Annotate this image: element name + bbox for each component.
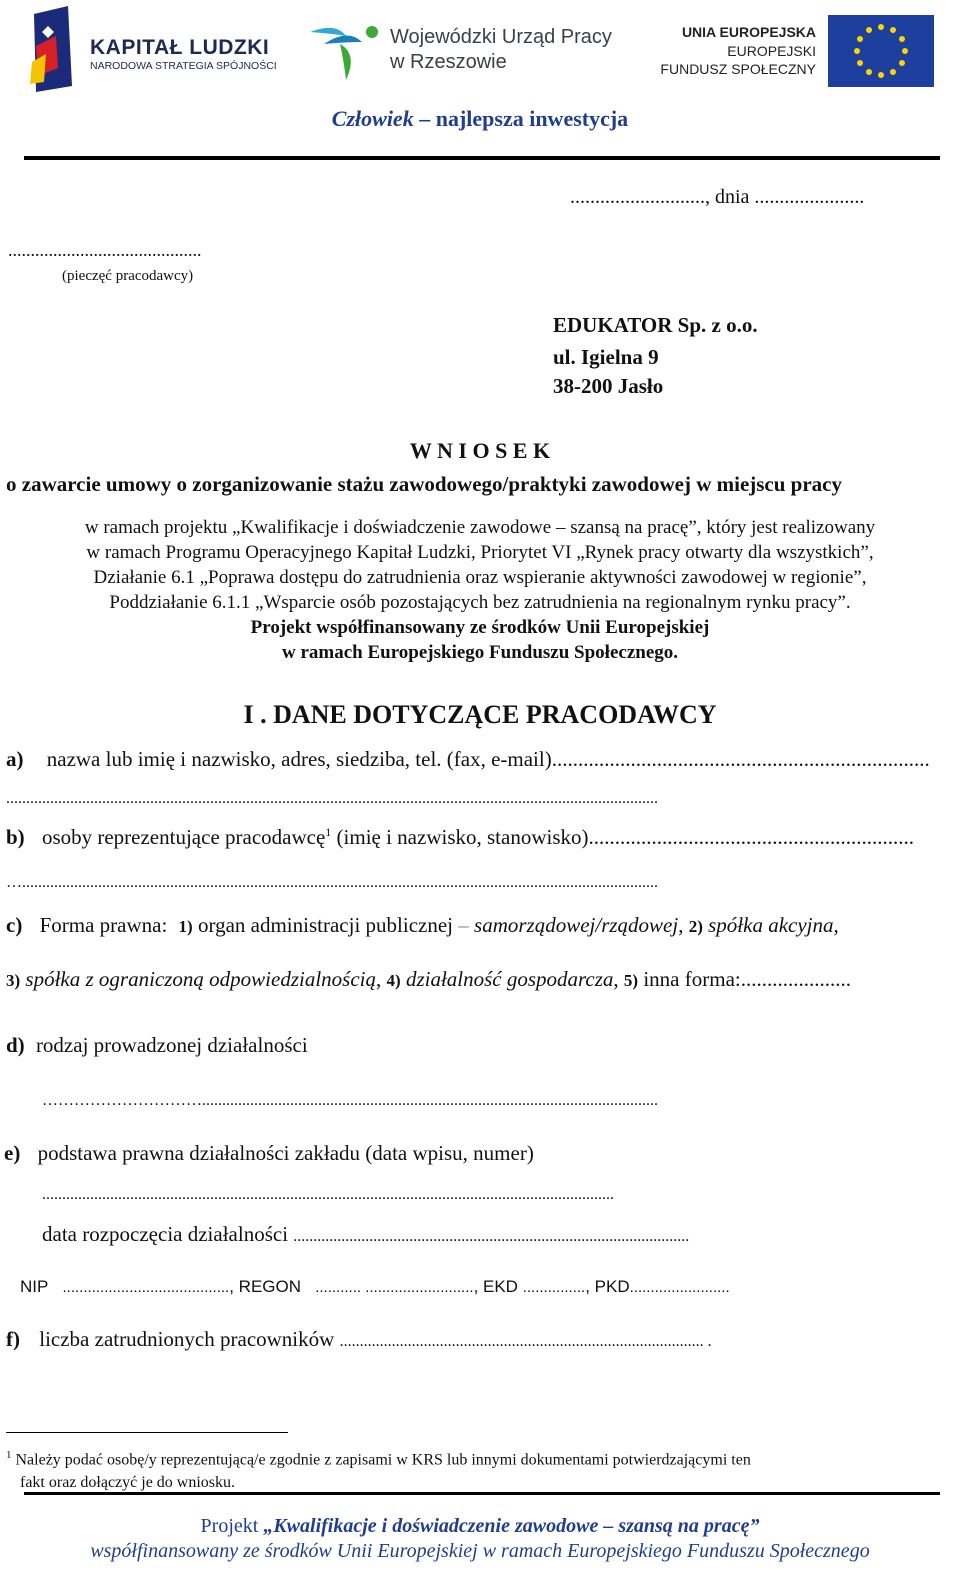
- field-c-line1: c) Forma prawna: 1) organ administracji publicznej – samorządowej/rządowej, 2) spółka akcyjna,: [6, 913, 839, 937]
- footer-line2: współfinansowany ze środków Unii Europejskiej w ramach Europejskiego Funduszu Społecznego: [90, 1540, 870, 1562]
- pkd-dots[interactable]: ........................: [629, 1279, 730, 1296]
- footnote-divider: [6, 1432, 288, 1433]
- footer-divider: [24, 1492, 940, 1495]
- field-c-t1i[interactable]: samorządowej/rządowej: [468, 913, 679, 937]
- field-c-n2: 2): [688, 917, 703, 936]
- ue-line2: EUROPEJSKI: [727, 43, 816, 59]
- field-b-dots2[interactable]: …...............................................................................................................................................................: [6, 874, 658, 891]
- date-line: ..........................., dnia ......................: [570, 186, 865, 208]
- field-a-label: a): [6, 747, 24, 771]
- field-b: [6, 825, 914, 850]
- ekd-dots[interactable]: ...............: [522, 1279, 586, 1296]
- kl-subtitle: NARODOWA STRATEGIA SPÓJNOŚCI: [90, 60, 277, 72]
- intro-line4: Poddziałanie 6.1.1 „Wsparcie osób pozostających bez zatrudnienia na regionalnym rynku pracy”.: [109, 592, 851, 613]
- field-a-dots[interactable]: ........................................................................: [551, 747, 930, 771]
- footer-line1: [0, 1514, 960, 1539]
- document-subtitle: o zawarcie umowy o zorganizowanie stażu zawodowego/praktyki zawodowej w miejscu pracy: [6, 472, 843, 496]
- field-e-start-label: data rozpoczęcia działalności: [42, 1222, 289, 1246]
- field-f: [6, 1327, 712, 1352]
- eu-flag-icon: [828, 15, 934, 87]
- wup-logo: [306, 14, 636, 84]
- field-d-dots[interactable]: …………………………..................................................................................................................: [42, 1092, 658, 1109]
- intro-bold1: Projekt współfinansowany ze środków Unii Europejskiej: [250, 617, 710, 638]
- recipient-street: ul. Igielna 9: [553, 345, 659, 369]
- field-d: [6, 1033, 308, 1058]
- recipient-city: 38-200 Jasło: [553, 374, 664, 398]
- field-b-label: b): [6, 825, 25, 849]
- intro-line2: w ramach Programu Operacyjnego Kapitał Ludzki, Priorytet VI „Rynek pracy otwarty dla wszystkich”,: [86, 542, 874, 563]
- slogan-rest: – najlepsza inwestycja: [413, 106, 629, 131]
- slogan-italic: Człowiek: [331, 106, 414, 131]
- field-d-text: rodzaj prowadzonej działalności: [35, 1033, 308, 1057]
- field-e-dots[interactable]: ...............................................................................................................................................: [42, 1186, 614, 1203]
- field-a-dots2[interactable]: ...................................................................................................................................................................: [6, 790, 658, 807]
- field-c-n4: 4): [386, 971, 401, 990]
- wup-line2: w Rzeszowie: [390, 51, 507, 73]
- field-b-text2: (imię i nazwisko, stanowisko): [331, 825, 589, 849]
- field-f-dots[interactable]: ........................................................................................... .: [339, 1333, 712, 1350]
- wup-line1: Wojewódzki Urząd Pracy: [390, 26, 612, 48]
- field-e-text: podstawa prawna działalności zakładu (data wpisu, numer): [37, 1141, 534, 1165]
- ue-line3: FUNDUSZ SPOŁECZNY: [660, 61, 816, 77]
- recipient-block: [553, 311, 758, 401]
- footnote-text1: Należy podać osobę/y reprezentującą/e zgodnie z zapisami w KRS lub innymi dokumentami potwierdzającymi ten: [15, 1451, 751, 1469]
- regon-label: , REGON: [229, 1277, 302, 1296]
- field-c-label: c): [6, 913, 23, 937]
- footer-italic: „Kwalifikacje i doświadczenie zawodowe – szansą na pracę”: [263, 1515, 760, 1537]
- document-title: W N I O S E K: [409, 438, 551, 463]
- field-c-n1: 1): [178, 917, 193, 936]
- footnote-number: 1: [6, 1449, 12, 1461]
- footnote-line1: [6, 1444, 751, 1471]
- field-a: [6, 747, 930, 772]
- field-f-text: liczba zatrudnionych pracowników: [39, 1327, 335, 1351]
- kl-title: KAPITAŁ LUDZKI: [90, 36, 270, 59]
- ids-line: [20, 1277, 730, 1297]
- pkd-label: , PKD: [585, 1277, 630, 1296]
- header-divider: [24, 156, 940, 160]
- field-a-text: nazwa lub imię i nazwisko, adres, siedziba, tel. (fax, e-mail): [46, 747, 552, 771]
- footnote-ref[interactable]: 1: [325, 825, 332, 839]
- field-e-start-dots[interactable]: ...................................................................................................: [293, 1228, 690, 1245]
- field-c-t4i[interactable]: działalność gospodarcza: [400, 967, 614, 991]
- field-c-t3i[interactable]: spółka z ograniczoną odpowiedzialnością: [20, 967, 377, 991]
- nip-label: NIP: [20, 1277, 49, 1296]
- footnote: [6, 1444, 751, 1494]
- field-c-n5: 5): [623, 971, 639, 990]
- field-e: [4, 1141, 534, 1166]
- field-c-t5[interactable]: inna forma:: [638, 967, 741, 991]
- field-c-prefix: Forma prawna:: [39, 913, 168, 937]
- kapital-ludzki-emblem-icon: [28, 6, 76, 92]
- field-c-line2: 3) spółka z ograniczoną odpowiedzialnością, 4) działalność gospodarcza, 5) inna forma:.....................: [6, 967, 851, 991]
- intro-line3: Działanie 6.1 „Poprawa dostępu do zatrudnienia oraz wspieranie aktywności zawodowej w regionie”,: [93, 567, 867, 588]
- ekd-label: , EKD: [473, 1277, 518, 1296]
- ue-line1: UNIA EUROPEJSKA: [681, 24, 816, 40]
- section-heading: I . DANE DOTYCZĄCE PRACODAWCY: [243, 700, 717, 729]
- field-e-start: [42, 1222, 689, 1247]
- field-c-t2i[interactable]: spółka akcyjna: [702, 913, 834, 937]
- field-e-label: e): [4, 1141, 21, 1165]
- field-b-text: osoby reprezentujące pracodawcę: [41, 825, 326, 849]
- footer-plain: Projekt: [200, 1515, 264, 1537]
- field-c-t1[interactable]: organ administracji publicznej: [192, 913, 459, 937]
- recipient-name: EDUKATOR Sp. z o.o.: [553, 313, 758, 337]
- footnote-line2: fakt oraz dołączyć je do wniosku.: [20, 1474, 236, 1492]
- field-f-label: f): [6, 1327, 20, 1351]
- field-c-n3: 3): [6, 971, 21, 990]
- stamp-label: (pieczęć pracodawcy): [62, 268, 194, 284]
- stamp-dots: ...........................................: [8, 240, 202, 260]
- slogan: [0, 106, 960, 132]
- field-d-label: d): [6, 1033, 25, 1057]
- footer: [0, 1514, 960, 1564]
- intro-block: [0, 515, 960, 665]
- intro-bold2: w ramach Europejskiego Funduszu Społecznego.: [281, 642, 679, 663]
- wup-bird-icon: [306, 14, 382, 84]
- intro-line1: w ramach projektu „Kwalifikacje i doświadczenie zawodowe – szansą na pracę”, który jest realizowany: [84, 517, 876, 538]
- regon-dots[interactable]: ........... ..........................: [315, 1279, 474, 1296]
- nip-dots[interactable]: ........................................: [62, 1279, 230, 1296]
- field-b-dots[interactable]: ..............................................................: [588, 825, 914, 849]
- ue-logo: [660, 12, 940, 92]
- field-c-dash: –: [458, 913, 469, 937]
- field-c-dots[interactable]: .....................: [740, 967, 851, 991]
- kapital-ludzki-logo: [28, 6, 278, 92]
